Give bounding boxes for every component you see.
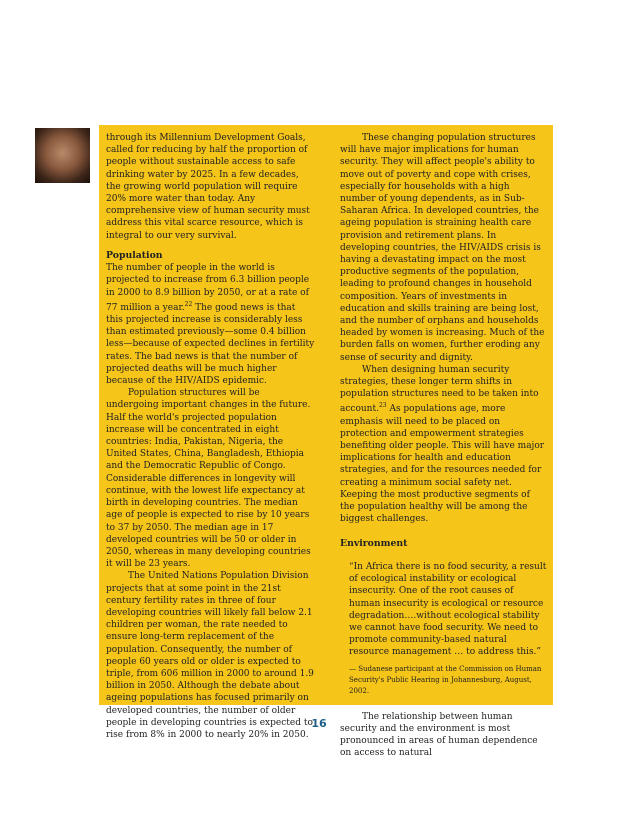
paragraph-text: The good news is that this projected increase is considerably less than estimated previously—some 0.4 billion less—because of expected declines in fertility rates. The bad news is that the number of projected deaths will be much higher because of the HIV/AIDS epidemic. — [106, 302, 315, 387]
page-number: 16 — [311, 717, 327, 730]
paragraph-text: As populations age, more emphasis will need to be placed on protection and empowerment strategies benefiting older people. This will have major implications for health and education strategies, and for the resources needed for creating a minimum social safety net. Keeping the most productive segments of the population healthy will be among the biggest challenges. — [340, 404, 545, 525]
paragraph-right-1: These changing population structures will have major implications for human security. They will affect people's ability to move out of poverty and cope with crises, especially for households with a high number of young dependents, as in Sub-Saharan Africa. In developed countries, the ageing population is straining health care provision and retirement plans. In developing countries, the HIV/AIDS crisis is having a devastating impact on the most productive segments of the population, leading to profound changes in household composition. Years of investments in education and skills training are being lost, and the number of orphans and households headed by women is increasing. Much of the burden falls on women, further eroding any sense of security and dignity. — [340, 133, 545, 363]
right-column — [340, 132, 547, 759]
paragraph-population-3: The United Nations Population Division projects that at some point in the 21st century fertility rates in three of four developing countries will likely fall below 2.1 children per woman, the rate needed to ensure long-term replacement of the population. Consequently, the number of people 60 years old or older is expected to triple, from 606 million in 2000 to around 1.9 billion in 2050. Although the debate about ageing populations has focused primarily on developed countries, the number of older people in developing countries is expected to rise from 8% in 2000 to nearly 20% in 2050. — [106, 571, 314, 740]
footnote-ref: 23 — [378, 402, 387, 410]
paragraph-text: The number of people in the world is projected to increase from 6.3 billion people in 2000 to 8.9 billion by 2050, or at a rate of 77 million a year. — [106, 263, 310, 313]
heading-environment: Environment — [340, 537, 408, 549]
footnote-ref: 22 — [184, 300, 193, 308]
paragraph-right-2 — [340, 364, 547, 526]
paragraph-intro: through its Millennium Development Goals, called for reducing by half the proportion of people without sustainable access to safe drinking water by 2025. In a few decades, the growing world population will require 20% more water than today. Any comprehensive view of human security must address this vital scarce resource, which is integral to our very survival. — [106, 133, 310, 241]
pull-quote — [340, 561, 547, 697]
paragraph-population-2: Population structures will be undergoing important changes in the future. Half the world's projected population increase will be concentrated in eight countries: India, Pakistan, Nigeria, the United States, China, Bangladesh, Ethiopia and the Democratic Republic of Congo. Considerable differences in longevity will continue, with the lowest life expectancy at birth in developing countries. The median age of people is expected to rise by 10 years to 37 by 2050. The median age in 17 developed countries will be 50 or older in 2050, whereas in many developing countries it will be 23 years. — [106, 388, 311, 570]
left-column — [106, 132, 315, 741]
portrait-photo — [35, 128, 90, 183]
quote-source: — Sudanese participant at the Commission on Human Security's Public Hearing in Johannesburg, August, 2002. — [349, 664, 542, 695]
paragraph-population-1 — [106, 262, 315, 387]
quote-text: “In Africa there is no food security, a result of ecological instability or ecological insecurity. One of the root causes of human insecurity is ecological or resource degradation….without ecological stability we cannot have food security. We need to promote community-based natural resource management … to address this.” — [349, 561, 547, 658]
heading-population: Population — [106, 249, 163, 261]
paragraph-text: When designing human security strategies, these longer term shifts in population structures need to be taken into account. — [340, 364, 539, 415]
paragraph-right-3: The relationship between human security and the environment is most pronounced in areas of human dependence on access to natural — [340, 711, 538, 759]
